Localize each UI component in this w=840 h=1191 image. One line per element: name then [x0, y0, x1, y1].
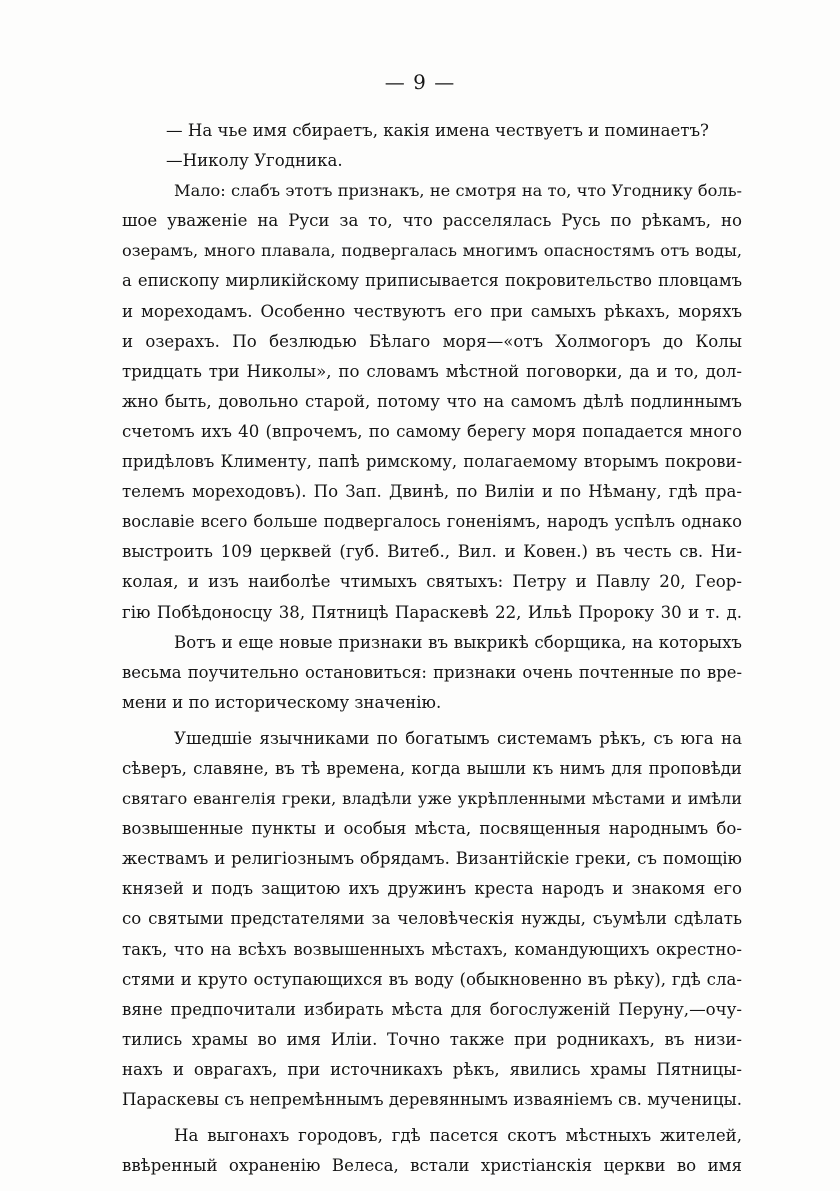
text-line: вославіе всего больше подвергалось гоненіямъ, народъ успѣлъ однако: [122, 512, 742, 532]
text-line: вяне предпочитали избирать мѣста для богослуженій Перуну,—очу-: [122, 999, 742, 1019]
text-line: жно быть, довольно старой, потому что на самомъ дѣлѣ подлиннымъ: [122, 391, 742, 411]
text-line: возвышенные пункты и особыя мѣста, посвященныя народнымъ бо-: [122, 819, 742, 839]
text-line: стями и круто оступающихся въ воду (обыкновенно въ рѣку), гдѣ сла-: [122, 969, 742, 989]
text-line: а епископу мирликійскому приписывается покровительство пловцамъ: [122, 271, 742, 291]
text-line: Ушедшіе язычниками по богатымъ системамъ рѣкъ, съ юга на: [174, 728, 742, 748]
page-body: [122, 116, 742, 1181]
text-line: телемъ мореходовъ). По Зап. Двинѣ, по Виліи и по Нѣману, гдѣ пра-: [122, 482, 742, 502]
text-line: счетомъ ихъ 40 (впрочемъ, по самому берегу моря попадается много: [122, 421, 742, 441]
text-line: гію Побѣдоносцу 38, Пятницѣ Параскевѣ 22, Ильѣ Пророку 30 и т. д.: [122, 602, 742, 622]
text-line: такъ, что на всѣхъ возвышенныхъ мѣстахъ, командующихъ окрестно-: [122, 939, 742, 959]
text-line: со святыми предстателями за человѣческія нужды, съумѣли сдѣлать: [122, 909, 742, 929]
text-line: мени и по историческому значенію.: [122, 692, 442, 712]
text-line: тились храмы во имя Иліи. Точно также при родникахъ, въ низи-: [122, 1029, 742, 1049]
text-line: озерамъ, много плавала, подвергалась многимъ опасностямъ отъ воды,: [122, 241, 742, 261]
text-line: Мало: слабъ этотъ признакъ, не смотря на то, что Угоднику боль-: [174, 181, 742, 201]
text-line: колая, и изъ наиболѣе чтимыхъ святыхъ: Петру и Павлу 20, Геор-: [122, 572, 742, 592]
text-line: и мореходамъ. Особенно чествуютъ его при самыхъ рѣкахъ, моряхъ: [122, 301, 742, 321]
text-line: весьма поучительно остановиться: признаки очень почтенные по вре-: [122, 662, 742, 682]
text-line: Параскевы съ непремѣннымъ деревяннымъ изваяніемъ св. мученицы.: [122, 1090, 742, 1109]
text-line: выстроить 109 церквей (губ. Витеб., Вил. и Ковен.) въ честь св. Ни-: [122, 542, 742, 562]
text-line: шое уваженіе на Руси за то, что расселялась Русь по рѣкамъ, но: [122, 211, 742, 231]
text-line: Вотъ и еще новые признаки въ выкрикѣ сборщика, на которыхъ: [174, 632, 742, 652]
text-line: На выгонахъ городовъ, гдѣ пасется скотъ мѣстныхъ жителей,: [174, 1126, 742, 1146]
text-line: придѣловъ Клименту, папѣ римскому, полагаемому вторымъ покрови-: [122, 452, 742, 472]
text-line: тридцать три Николы», по словамъ мѣстной поговорки, да и то, дол-: [122, 361, 742, 381]
text-line: и озерахъ. По безлюдью Бѣлаго моря—«отъ Холмогоръ до Колы: [122, 331, 742, 351]
text-line: святаго евангелія греки, владѣли уже укрѣпленными мѣстами и имѣли: [122, 789, 742, 809]
text-line: —Николу Угодника.: [166, 151, 343, 171]
text-line: сѣверъ, славяне, въ тѣ времена, когда вышли къ нимъ для проповѣди: [122, 758, 742, 778]
text-line: князей и подъ защитою ихъ дружинъ креста народъ и знакомя его: [122, 879, 742, 899]
text-line: — На чье имя сбираетъ, какія имена чествуетъ и поминаетъ?: [166, 121, 709, 140]
text-line: ввѣренный охраненію Велеса, встали христіанскія церкви во имя: [122, 1156, 742, 1176]
page-number: — 9 —: [384, 70, 456, 94]
text-line: нахъ и оврагахъ, при источникахъ рѣкъ, явились храмы Пятницы-: [122, 1059, 742, 1079]
text-line: жествамъ и религіознымъ обрядамъ. Византійскіе греки, съ помощію: [122, 849, 742, 869]
